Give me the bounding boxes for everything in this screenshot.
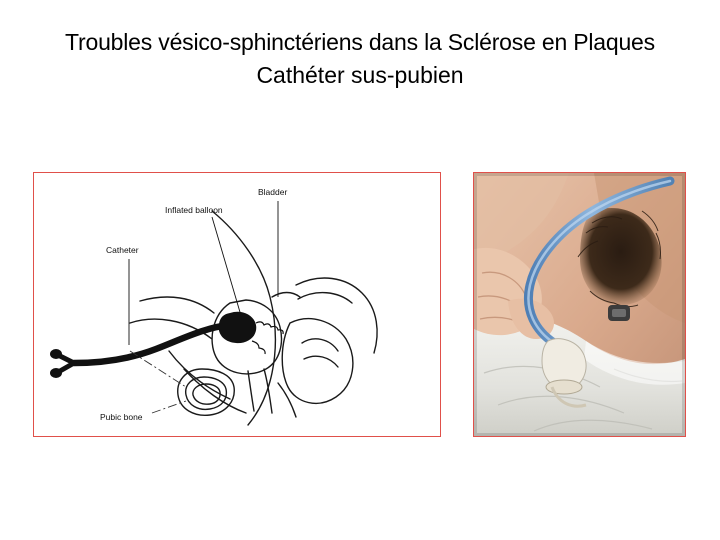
anatomy-diagram-figure	[33, 172, 441, 437]
slide-title	[0, 26, 720, 92]
label-bladder: Bladder	[258, 187, 288, 197]
page-title-line-2: Cathéter sus-pubien	[256, 62, 464, 88]
clinical-photo-figure	[473, 172, 686, 437]
label-pubic-bone: Pubic bone	[100, 412, 143, 422]
label-catheter: Catheter	[106, 245, 139, 255]
page-title-line-1: Troubles vésico-sphinctériens dans la Sclérose en Plaques	[65, 29, 655, 55]
label-inflated-balloon: Inflated balloon	[165, 205, 223, 215]
